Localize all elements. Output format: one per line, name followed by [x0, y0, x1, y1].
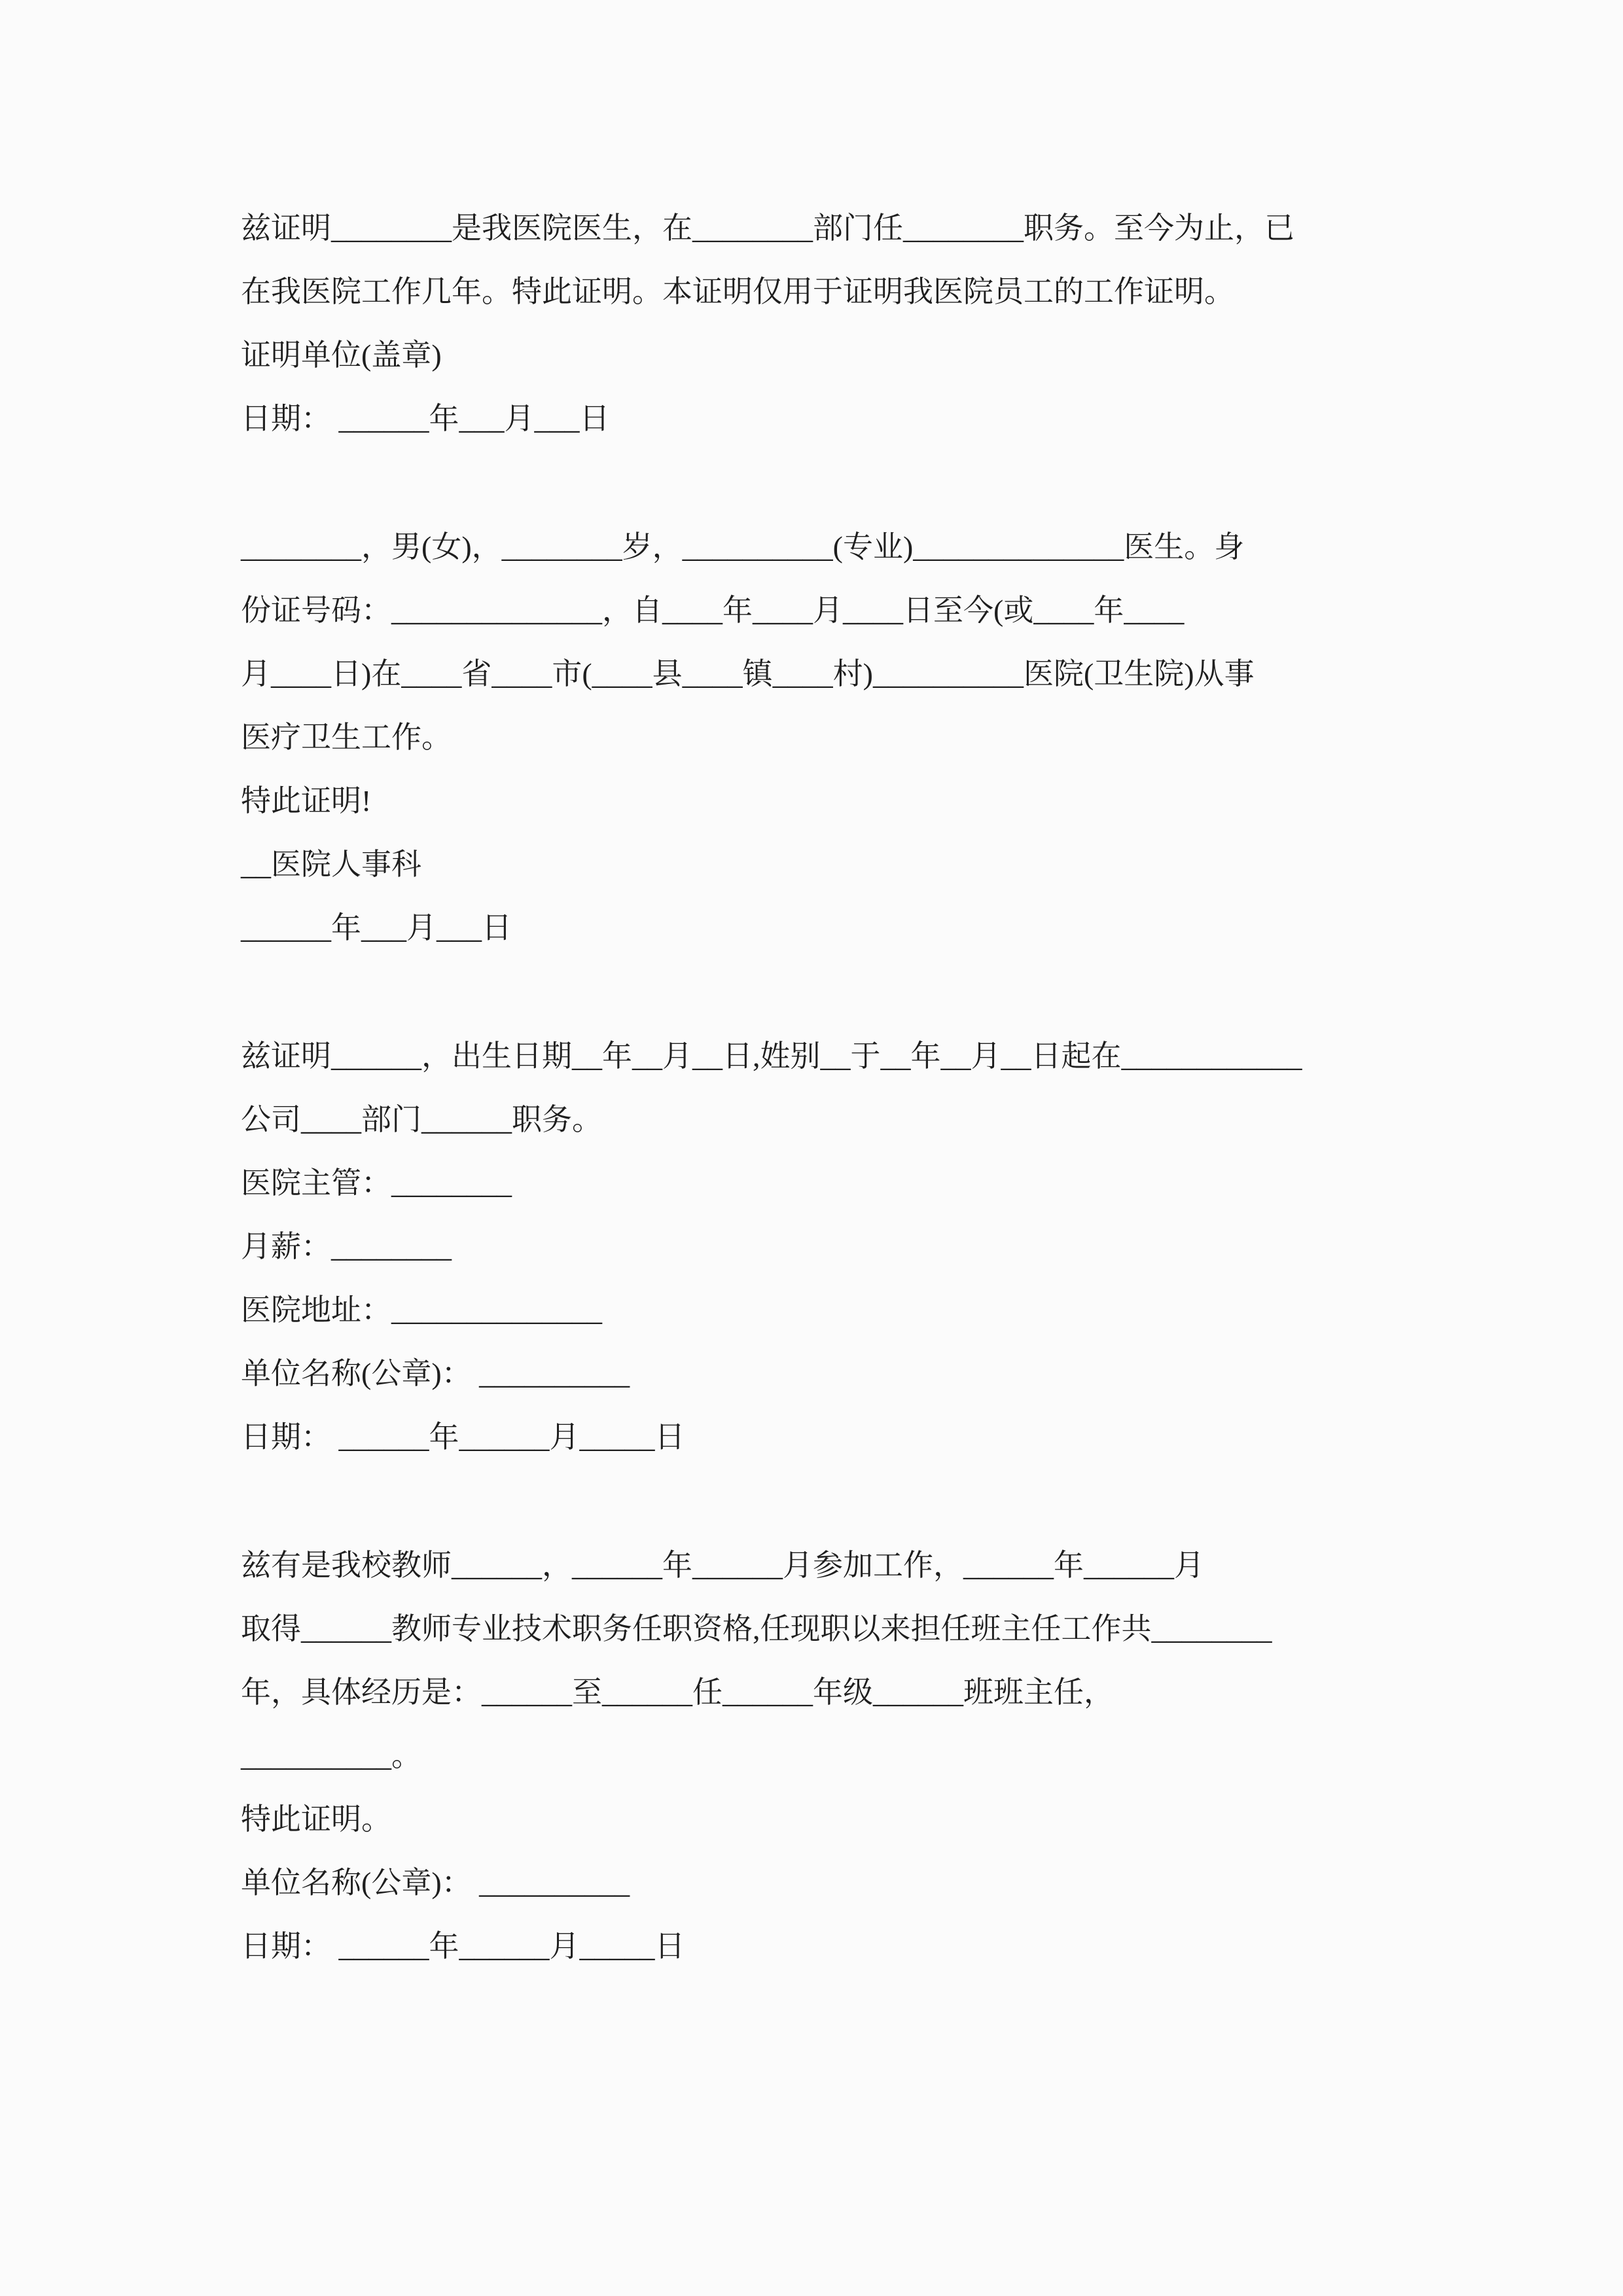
text-line: ________，男(女)，________岁，__________(专业)______________医生。身 [241, 530, 1245, 564]
text-line: 特此证明。 [241, 1803, 391, 1836]
section-company-position-certificate [241, 1024, 1402, 1469]
text-line: 兹有是我校教师______，______年______月参加工作，______年______月 [241, 1549, 1204, 1582]
text-line: 份证号码：______________，自____年____月____日至今(或____年____ [241, 594, 1185, 627]
text-line: 在我医院工作几年。特此证明。本证明仅用于证明我医院员工的工作证明。 [241, 275, 1234, 308]
stamp-line: 单位名称(公章)： __________ [241, 1357, 630, 1390]
text-line: 医院主管：________ [241, 1166, 512, 1200]
text-line: __________。 [241, 1739, 421, 1772]
date-line: 日期： ______年___月___日 [241, 402, 610, 435]
text-line: 医院地址：______________ [241, 1293, 602, 1327]
text-line: 医疗卫生工作。 [241, 721, 452, 754]
section-hospital-employee-work-certificate [241, 196, 1402, 450]
date-line: 日期： ______年______月_____日 [241, 1929, 685, 1963]
text-line: 兹证明______，出生日期__年__月__日,姓别__于__年__月__日起在____________ [241, 1039, 1302, 1073]
signature-line: __医院人事科 [241, 848, 421, 881]
text-line: 公司____部门______职务。 [241, 1103, 602, 1136]
text-line: 取得______教师专业技术职务任职资格,任现职以来担任班主任工作共________ [241, 1612, 1272, 1645]
text-line: 特此证明! [241, 784, 372, 817]
text-line: 证明单位(盖章) [241, 338, 442, 372]
text-line: 月薪：________ [241, 1230, 452, 1263]
text-line: 月____日)在____省____市(____县____镇____村)__________医院(卫生院)从事 [241, 657, 1255, 691]
section-teacher-class-director-certificate [241, 1534, 1402, 1978]
text-line: 年，具体经历是：______至______任______年级______班班主任， [241, 1676, 1114, 1709]
document-page [241, 196, 1402, 1978]
text-line: 兹证明________是我医院医生，在________部门任________职务。至今为止，已 [241, 211, 1294, 245]
date-line: 日期： ______年______月_____日 [241, 1420, 685, 1454]
section-doctor-practice-certificate [241, 515, 1402, 960]
date-line: ______年___月___日 [241, 911, 512, 944]
stamp-line: 单位名称(公章)： __________ [241, 1866, 630, 1899]
